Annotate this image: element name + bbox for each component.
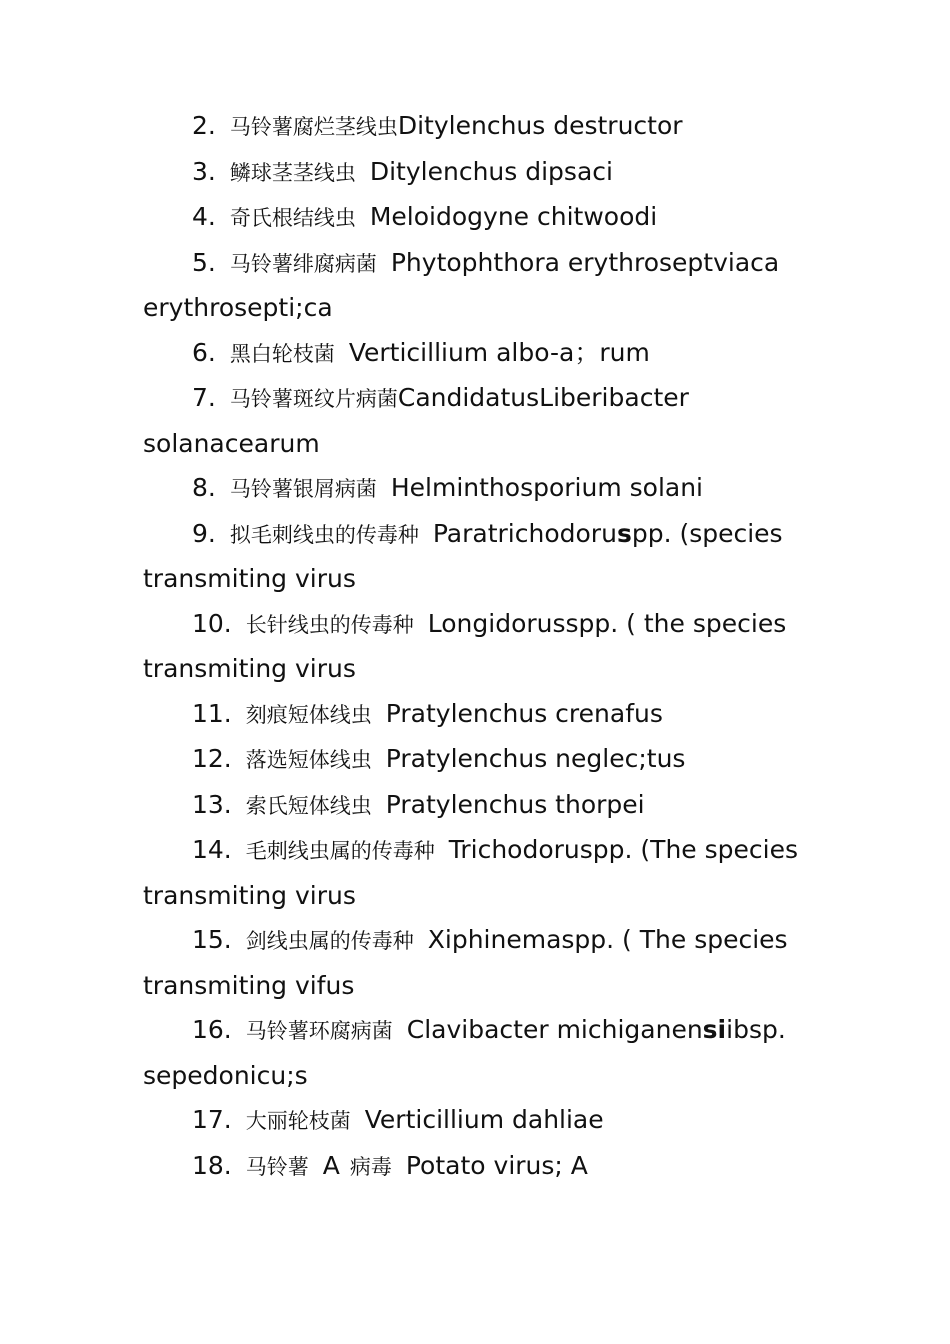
latin-name: Meloidogyne chitwoodi: [369, 202, 658, 231]
latin-name: Pratylenchus crenafus: [385, 698, 663, 728]
list-item: [143, 195, 843, 241]
latin-name: Ditylenchus destructor: [397, 111, 683, 140]
latin-name: Clavibacter michiganensiibsp. sepedonicu;s: [143, 1015, 786, 1090]
latin-name: Paratrichodoruspp. (species transmiting virus: [143, 518, 783, 593]
latin-name: Xiphinemaspp. ( The species transmiting vifus: [143, 925, 788, 1000]
chinese-name: 拟毛刺线虫的传毒种: [229, 522, 419, 547]
latin-name: Trichodoruspp. (The species transmiting virus: [143, 835, 798, 910]
item-number: 14.: [192, 835, 232, 864]
chinese-name: 马铃薯环腐病菌: [245, 1019, 393, 1043]
chinese-name: 马铃薯斑纹片病菌: [229, 387, 398, 411]
chinese-name: 黑白轮枝菌: [229, 341, 335, 366]
list-item: [143, 466, 843, 512]
chinese-name: 马铃薯银屑病菌: [229, 477, 377, 501]
list-item: [143, 331, 843, 377]
chinese-name: 奇氏根结线虫: [229, 206, 356, 230]
latin-name: Potato virus; A: [405, 1150, 588, 1180]
item-number: 18.: [192, 1150, 232, 1180]
list-item: [143, 150, 843, 196]
chinese-name: 毛刺线虫属的传毒种: [245, 839, 435, 863]
latin-name: CandidatusLiberibacter solanacearum: [143, 383, 689, 458]
list-item: [143, 1144, 843, 1190]
item-number: 15.: [192, 925, 232, 954]
item-number: 12.: [192, 744, 232, 773]
latin-name: Helminthosporium solani: [390, 473, 704, 502]
chinese-name: 长针线虫的传毒种: [245, 612, 414, 637]
latin-name: Pratylenchus neglec;tus: [385, 744, 686, 773]
chinese-name: 马铃薯绯腐病菌: [229, 251, 377, 276]
latin-name: Verticillium dahliae: [364, 1105, 604, 1134]
item-number: 17.: [192, 1105, 232, 1134]
list-item: [143, 512, 843, 602]
item-number: 7.: [192, 383, 216, 412]
virus-letter: A: [322, 1150, 340, 1180]
latin-name: Phytophthora erythroseptviaca erythrosepti;ca: [143, 247, 780, 322]
chinese-name-suffix: 病毒: [349, 1154, 392, 1179]
latin-name: Pratylenchus thorpei: [385, 789, 645, 819]
item-number: 8.: [192, 473, 216, 502]
chinese-name: 大丽轮枝菌: [245, 1109, 351, 1133]
chinese-name: 马铃薯腐烂茎线虫: [229, 115, 398, 139]
item-number: 11.: [192, 698, 232, 728]
chinese-name: 马铃薯: [245, 1154, 309, 1179]
item-number: 4.: [192, 202, 216, 231]
item-number: 10.: [192, 608, 232, 638]
chinese-name: 鳞球茎茎线虫: [229, 160, 356, 185]
item-number: 5.: [192, 247, 216, 277]
list-item: [143, 1008, 843, 1098]
item-number: 3.: [192, 156, 216, 186]
item-number: 6.: [192, 337, 216, 367]
chinese-name: 剑线虫属的传毒种: [245, 929, 414, 953]
latin-name: Verticillium albo-a；rum: [348, 337, 650, 367]
list-item: [143, 376, 843, 466]
list-item: [143, 737, 843, 783]
list-item: [143, 692, 843, 738]
list-item: [143, 241, 843, 331]
item-number: 2.: [192, 111, 216, 140]
latin-name: Longidorusspp. ( the species transmiting virus: [143, 608, 787, 683]
chinese-name: 刻痕短体线虫: [245, 702, 372, 727]
list-item: [143, 104, 843, 150]
item-number: 9.: [192, 518, 216, 548]
latin-name: Ditylenchus dipsaci: [369, 156, 613, 186]
list-item: [143, 918, 843, 1008]
list-item: [143, 1098, 843, 1144]
item-number: 16.: [192, 1015, 232, 1044]
list-item: [143, 783, 843, 829]
list-item: [143, 602, 843, 692]
list-item: [143, 828, 843, 918]
chinese-name: 落选短体线虫: [245, 748, 372, 772]
item-number: 13.: [192, 789, 232, 819]
quarantine-pest-list: [143, 104, 843, 1189]
chinese-name: 索氏短体线虫: [245, 793, 372, 818]
